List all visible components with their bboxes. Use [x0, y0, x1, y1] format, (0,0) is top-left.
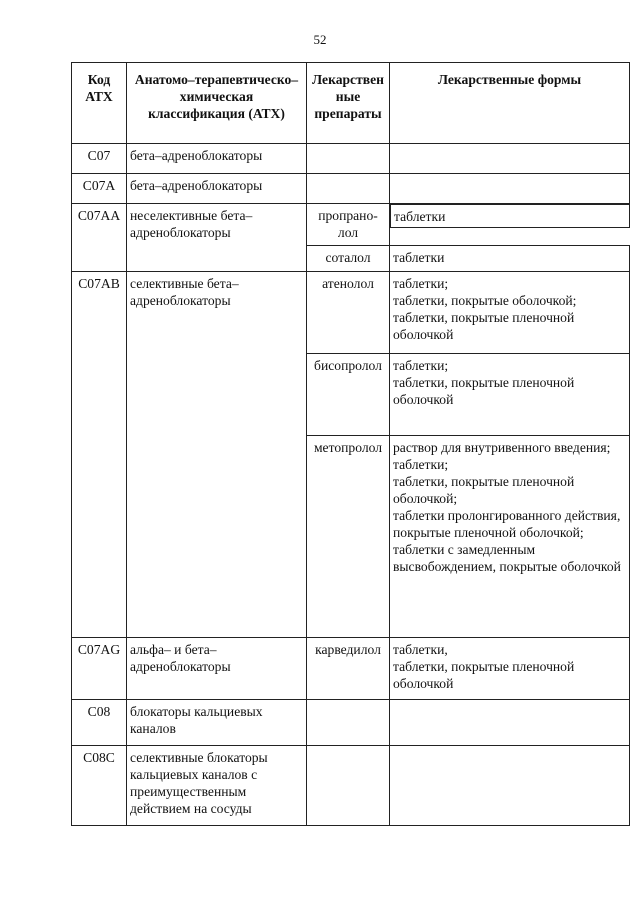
- atc-name: бета–адреноблокаторы: [127, 174, 307, 204]
- table-row: [72, 700, 630, 746]
- forms-cell: [390, 144, 630, 174]
- atc-code: C07AB: [72, 272, 127, 638]
- atc-code: C07A: [72, 174, 127, 204]
- header-drugs: Лекарствен ные препараты: [307, 63, 390, 144]
- header-forms: Лекарственные формы: [390, 63, 630, 144]
- table-row: [72, 144, 630, 174]
- atc-name: селективные блокаторы кальциевых каналов с преимущественным действием на сосуды: [127, 746, 307, 826]
- forms-cell: [390, 174, 630, 204]
- dosage-forms: таблетки; таблетки, покрытые пленочной оболочкой: [390, 354, 630, 436]
- drug-cell: [307, 700, 390, 746]
- atc-name: блокаторы кальциевых каналов: [127, 700, 307, 746]
- drug-name: метопролол: [307, 436, 390, 638]
- table-row: [72, 204, 630, 246]
- atc-code: C07: [72, 144, 127, 174]
- dosage-forms: таблетки: [390, 246, 630, 272]
- atc-code: C07AA: [72, 204, 127, 272]
- atc-table: [71, 62, 630, 826]
- header-row: [72, 63, 630, 144]
- forms-cell: [390, 700, 630, 746]
- dosage-forms: раствор для внутривенного введения; таблетки; таблетки, покрытые пленочной оболочкой; таблетки пролонгированного действия, покрытые пленочной оболочкой; таблетки с замедленным высвобождением, покрытые оболочкой: [390, 436, 630, 638]
- drug-cell: [307, 144, 390, 174]
- forms-cell: [390, 746, 630, 826]
- drug-cell: [307, 746, 390, 826]
- drug-name: атенолол: [307, 272, 390, 354]
- atc-name: бета–адреноблокаторы: [127, 144, 307, 174]
- atc-name: селективные бета–адреноблокаторы: [127, 272, 307, 638]
- atc-code: C07AG: [72, 638, 127, 700]
- drug-name: карведилол: [307, 638, 390, 700]
- dosage-forms: таблетки; таблетки, покрытые оболочкой; таблетки, покрытые пленочной оболочкой: [390, 272, 630, 354]
- drug-name: пропрано-лол: [307, 204, 390, 246]
- table-row: [72, 174, 630, 204]
- drug-cell: [307, 174, 390, 204]
- atc-code: C08: [72, 700, 127, 746]
- drug-name: соталол: [307, 246, 390, 272]
- table-row: [72, 746, 630, 826]
- dosage-forms: таблетки: [390, 204, 630, 228]
- atc-code: C08C: [72, 746, 127, 826]
- table-row: [72, 272, 630, 354]
- page-number: 52: [313, 32, 327, 47]
- header-class: Анатомо–терапевтическо–химическая классификация (АТХ): [127, 63, 307, 144]
- dosage-forms: таблетки, таблетки, покрытые пленочной оболочкой: [390, 638, 630, 700]
- atc-name: альфа– и бета–адреноблокаторы: [127, 638, 307, 700]
- drug-name: бисопролол: [307, 354, 390, 436]
- atc-name: неселективные бета–адреноблокаторы: [127, 204, 307, 272]
- table-row: [72, 638, 630, 700]
- header-code: Код АТХ: [72, 63, 127, 144]
